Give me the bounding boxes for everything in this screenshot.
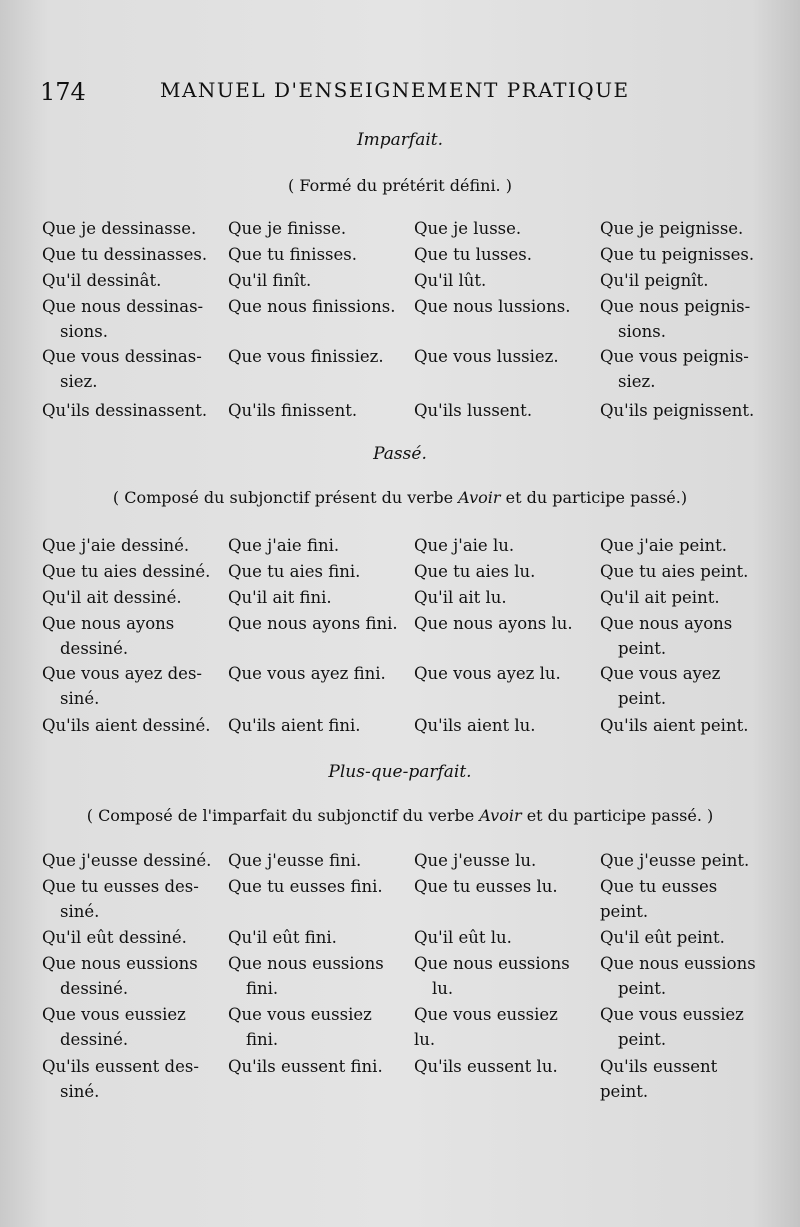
conjugation-cell bbox=[42, 951, 212, 1001]
conjugation-cell bbox=[228, 533, 398, 558]
conjugation-cell bbox=[228, 585, 398, 610]
cell-line: Que j'aie lu. bbox=[414, 536, 515, 555]
conjugation-cell bbox=[600, 611, 768, 661]
cell-line: Que nous lussions. bbox=[414, 297, 571, 316]
conjugation-cell bbox=[600, 951, 768, 1001]
conjugation-cell bbox=[600, 713, 768, 738]
cell-line: Que je dessinasse. bbox=[42, 219, 197, 238]
cell-line: Qu'ils eussent peint. bbox=[600, 1057, 718, 1101]
cell-line: Que tu eusses lu. bbox=[414, 877, 558, 896]
cell-line: Que vous eussiez lu. bbox=[414, 1005, 558, 1049]
cell-line: Que nous dessinas- bbox=[42, 297, 204, 316]
cell-line: Qu'il eût peint. bbox=[600, 928, 725, 947]
cell-line: Qu'il eût lu. bbox=[414, 928, 512, 947]
cell-line: Que j'eusse dessiné. bbox=[42, 851, 212, 870]
conjugation-cell bbox=[600, 216, 768, 241]
section-note-imparfait: ( Formé du prétérit défini. ) bbox=[288, 176, 512, 195]
conjugation-cell bbox=[42, 268, 212, 293]
conjugation-cell bbox=[228, 1002, 398, 1052]
cell-line: dessiné. bbox=[60, 639, 129, 658]
cell-line: Que nous peignis- bbox=[600, 297, 751, 316]
cell-line: Que j'eusse fini. bbox=[228, 851, 362, 870]
cell-line: fini. bbox=[246, 1030, 279, 1049]
conjugation-cell bbox=[600, 1054, 768, 1104]
cell-line: Que tu finisses. bbox=[228, 245, 357, 264]
running-header bbox=[40, 74, 760, 104]
cell-line: peint. bbox=[618, 1030, 667, 1049]
note-text-end: et du participe passé. ) bbox=[521, 806, 714, 825]
conjugation-cell bbox=[600, 661, 768, 711]
conjugation-cell bbox=[228, 951, 398, 1001]
conjugation-cell bbox=[42, 713, 212, 738]
cell-line: Que nous finissions. bbox=[228, 297, 396, 316]
cell-line: Que j'aie peint. bbox=[600, 536, 728, 555]
cell-line: Que tu lusses. bbox=[414, 245, 532, 264]
conjugation-cell bbox=[414, 611, 584, 636]
conjugation-cell bbox=[414, 848, 584, 873]
conjugation-cell bbox=[228, 242, 398, 267]
page-number: 174 bbox=[40, 78, 86, 106]
conjugation-cell bbox=[414, 398, 584, 423]
conjugation-cell bbox=[228, 559, 398, 584]
cell-line: Qu'il finît. bbox=[228, 271, 312, 290]
cell-line: Que nous ayons bbox=[600, 614, 733, 633]
cell-line: Que vous dessinas- bbox=[42, 347, 202, 366]
cell-line: Que tu aies dessiné. bbox=[42, 562, 211, 581]
conjugation-cell bbox=[42, 874, 212, 924]
conjugation-cell bbox=[414, 925, 584, 950]
conjugation-cell bbox=[228, 661, 398, 686]
conjugation-cell bbox=[414, 713, 584, 738]
cell-line: Que vous ayez fini. bbox=[228, 664, 386, 683]
conjugation-cell bbox=[414, 874, 584, 899]
cell-line: Qu'ils eussent fini. bbox=[228, 1057, 383, 1076]
cell-line: Que nous ayons bbox=[42, 614, 175, 633]
conjugation-cell bbox=[228, 713, 398, 738]
cell-line: Que tu eusses des- bbox=[42, 877, 199, 896]
conjugation-cell bbox=[42, 344, 212, 394]
cell-line: Qu'il ait dessiné. bbox=[42, 588, 182, 607]
conjugation-cell bbox=[414, 661, 584, 686]
cell-line: Que nous eussions bbox=[228, 954, 384, 973]
conjugation-cell bbox=[228, 344, 398, 369]
conjugation-cell bbox=[42, 398, 212, 423]
conjugation-cell bbox=[42, 585, 212, 610]
conjugation-cell bbox=[228, 874, 398, 899]
cell-line: dessiné. bbox=[60, 979, 129, 998]
cell-line: Que vous eussiez bbox=[600, 1005, 744, 1024]
cell-line: Que j'eusse peint. bbox=[600, 851, 750, 870]
cell-line: Qu'ils dessinassent. bbox=[42, 401, 208, 420]
conjugation-cell bbox=[600, 398, 768, 423]
conjugation-cell bbox=[600, 344, 768, 394]
cell-line: Que nous eussions bbox=[42, 954, 198, 973]
conjugation-cell bbox=[42, 848, 212, 873]
conjugation-cell bbox=[228, 268, 398, 293]
cell-line: Qu'ils eussent lu. bbox=[414, 1057, 558, 1076]
cell-line: siné. bbox=[60, 1082, 100, 1101]
cell-line: lu. bbox=[432, 979, 454, 998]
note-verb: Avoir bbox=[479, 806, 522, 825]
cell-line: Que tu eusses peint. bbox=[600, 877, 718, 921]
conjugation-cell bbox=[228, 848, 398, 873]
cell-line: Que je peignisse. bbox=[600, 219, 744, 238]
cell-line: Que j'eusse lu. bbox=[414, 851, 537, 870]
conjugation-cell bbox=[42, 216, 212, 241]
conjugation-cell bbox=[42, 533, 212, 558]
conjugation-cell bbox=[600, 848, 768, 873]
conjugation-cell bbox=[228, 1054, 398, 1079]
cell-line: Que vous finissiez. bbox=[228, 347, 384, 366]
cell-line: Que tu eusses fini. bbox=[228, 877, 383, 896]
section-title-imparfait: Imparfait. bbox=[356, 130, 444, 150]
conjugation-cell bbox=[228, 611, 398, 636]
cell-line: siné. bbox=[60, 902, 100, 921]
cell-line: Qu'il ait fini. bbox=[228, 588, 332, 607]
cell-line: Qu'il dessinât. bbox=[42, 271, 162, 290]
conjugation-cell bbox=[42, 294, 212, 344]
cell-line: Qu'il ait lu. bbox=[414, 588, 507, 607]
cell-line: Que je finisse. bbox=[228, 219, 347, 238]
note-text-start: ( Composé de l'imparfait du subjonctif du verbe bbox=[86, 806, 480, 825]
conjugation-cell bbox=[414, 1002, 584, 1052]
cell-line: Que vous peignis- bbox=[600, 347, 749, 366]
conjugation-cell bbox=[228, 398, 398, 423]
cell-line: dessiné. bbox=[60, 1030, 129, 1049]
cell-line: Que nous ayons fini. bbox=[228, 614, 398, 633]
cell-line: Qu'il eût fini. bbox=[228, 928, 337, 947]
conjugation-cell bbox=[42, 611, 212, 661]
conjugation-cell bbox=[600, 294, 768, 344]
cell-line: siné. bbox=[60, 689, 100, 708]
cell-line: Que vous lussiez. bbox=[414, 347, 559, 366]
conjugation-cell bbox=[600, 242, 768, 267]
cell-line: Qu'ils eussent des- bbox=[42, 1057, 199, 1076]
note-text-start: ( Composé du subjonctif présent du verbe bbox=[112, 488, 459, 507]
cell-line: Que tu aies lu. bbox=[414, 562, 536, 581]
section-note-plus-que-parfait bbox=[0, 806, 800, 825]
cell-line: Que vous ayez lu. bbox=[414, 664, 561, 683]
section-note-passe bbox=[0, 488, 800, 507]
conjugation-cell bbox=[600, 585, 768, 610]
cell-line: Que tu peignisses. bbox=[600, 245, 755, 264]
note-verb: Avoir bbox=[458, 488, 501, 507]
cell-line: peint. bbox=[618, 979, 667, 998]
cell-line: sions. bbox=[60, 322, 109, 341]
conjugation-cell bbox=[228, 216, 398, 241]
conjugation-cell bbox=[600, 268, 768, 293]
cell-line: peint. bbox=[618, 689, 667, 708]
cell-line: Qu'ils lussent. bbox=[414, 401, 533, 420]
conjugation-cell bbox=[42, 1002, 212, 1052]
cell-line: Que je lusse. bbox=[414, 219, 522, 238]
cell-line: siez. bbox=[60, 372, 98, 391]
conjugation-cell bbox=[228, 925, 398, 950]
conjugation-cell bbox=[600, 925, 768, 950]
cell-line: Qu'il lût. bbox=[414, 271, 487, 290]
cell-line: Que vous eussiez bbox=[228, 1005, 372, 1024]
note-text-end: et du participe passé.) bbox=[500, 488, 688, 507]
cell-line: Que nous eussions bbox=[600, 954, 756, 973]
conjugation-cell bbox=[414, 216, 584, 241]
cell-line: sions. bbox=[618, 322, 667, 341]
cell-line: Qu'il peignît. bbox=[600, 271, 709, 290]
cell-line: Qu'il ait peint. bbox=[600, 588, 720, 607]
conjugation-cell bbox=[42, 661, 212, 711]
conjugation-cell bbox=[600, 533, 768, 558]
conjugation-cell bbox=[414, 559, 584, 584]
conjugation-cell bbox=[414, 242, 584, 267]
conjugation-cell bbox=[600, 874, 768, 924]
cell-line: Que vous ayez des- bbox=[42, 664, 202, 683]
conjugation-cell bbox=[42, 242, 212, 267]
section-title-plus-que-parfait: Plus-que-parfait. bbox=[328, 762, 472, 782]
cell-line: Que j'aie dessiné. bbox=[42, 536, 190, 555]
cell-line: peint. bbox=[618, 639, 667, 658]
conjugation-cell bbox=[414, 533, 584, 558]
cell-line: siez. bbox=[618, 372, 656, 391]
cell-line: Qu'il eût dessiné. bbox=[42, 928, 187, 947]
cell-line: Qu'ils aient fini. bbox=[228, 716, 361, 735]
cell-line: Qu'ils aient lu. bbox=[414, 716, 536, 735]
conjugation-cell bbox=[414, 294, 584, 319]
conjugation-cell bbox=[414, 268, 584, 293]
cell-line: Qu'ils peignissent. bbox=[600, 401, 755, 420]
cell-line: Que tu aies fini. bbox=[228, 562, 361, 581]
cell-line: Qu'ils finissent. bbox=[228, 401, 358, 420]
conjugation-cell bbox=[414, 585, 584, 610]
conjugation-cell bbox=[600, 1002, 768, 1052]
cell-line: Que vous ayez bbox=[600, 664, 721, 683]
cell-line: Que nous ayons lu. bbox=[414, 614, 573, 633]
conjugation-cell bbox=[414, 344, 584, 369]
conjugation-cell bbox=[414, 951, 584, 1001]
cell-line: Que vous eussiez bbox=[42, 1005, 186, 1024]
running-title: MANUEL D'ENSEIGNEMENT PRATIQUE bbox=[160, 78, 630, 102]
cell-line: Que j'aie fini. bbox=[228, 536, 340, 555]
cell-line: Qu'ils aient dessiné. bbox=[42, 716, 211, 735]
cell-line: Que nous eussions bbox=[414, 954, 570, 973]
conjugation-cell bbox=[228, 294, 398, 319]
conjugation-cell bbox=[42, 925, 212, 950]
conjugation-cell bbox=[42, 559, 212, 584]
conjugation-cell bbox=[414, 1054, 584, 1079]
conjugation-cell bbox=[42, 1054, 212, 1104]
cell-line: Qu'ils aient peint. bbox=[600, 716, 749, 735]
cell-line: Que tu dessinasses. bbox=[42, 245, 208, 264]
conjugation-cell bbox=[600, 559, 768, 584]
section-title-passe: Passé. bbox=[373, 444, 427, 464]
cell-line: fini. bbox=[246, 979, 279, 998]
cell-line: Que tu aies peint. bbox=[600, 562, 749, 581]
